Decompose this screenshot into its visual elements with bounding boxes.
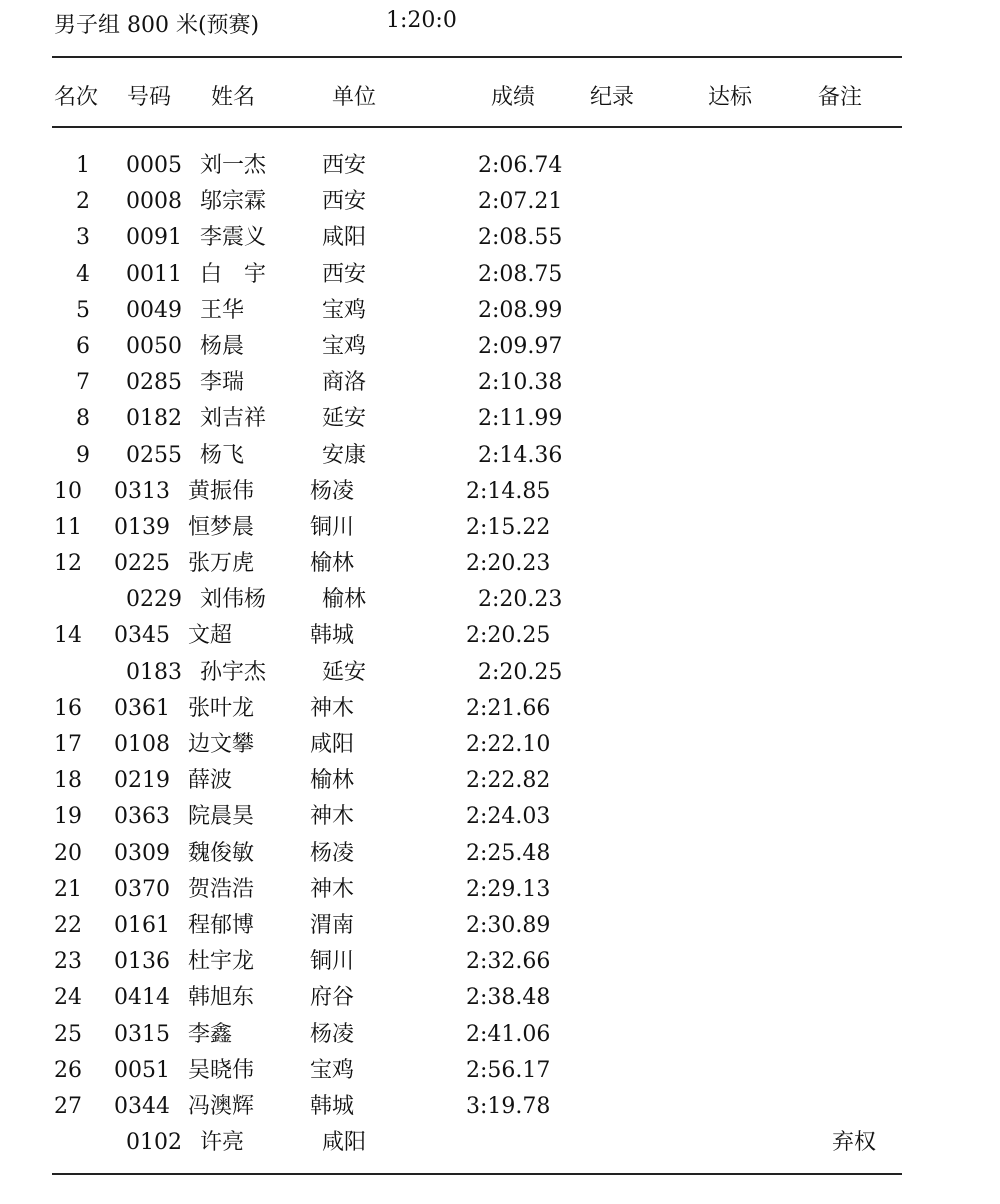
table-row (0, 257, 1000, 293)
result-cell: 2:14.36 (478, 442, 563, 468)
result-cell: 2:08.75 (478, 261, 563, 287)
rank-cell: 19 (54, 804, 82, 830)
rank-cell: 2 (76, 189, 90, 215)
unit-cell: 咸阳 (322, 225, 367, 251)
result-cell: 2:25.48 (466, 840, 551, 866)
table-row (0, 293, 1000, 329)
result-cell: 2:22.10 (466, 732, 551, 757)
name-cell: 刘一杰 (200, 153, 267, 178)
name-cell: 王华 (200, 297, 245, 323)
unit-cell: 延安 (322, 406, 367, 432)
table-row (0, 184, 1000, 220)
bib-cell: 0285 (126, 370, 182, 396)
bib-cell: 0361 (114, 695, 170, 721)
unit-cell: 安康 (322, 442, 367, 468)
bib-cell: 0102 (126, 1130, 182, 1156)
header-unit: 单位 (332, 85, 377, 110)
table-row (0, 474, 1000, 510)
rank-cell: 26 (54, 1057, 82, 1083)
result-cell: 2:07.21 (478, 189, 563, 215)
unit-cell: 神木 (310, 804, 355, 830)
name-cell: 李瑞 (200, 370, 245, 396)
result-cell: 2:08.55 (478, 225, 563, 251)
rank-cell: 11 (54, 514, 82, 540)
name-cell: 刘伟杨 (200, 587, 267, 613)
table-row (0, 401, 1000, 437)
table-row (0, 1089, 1000, 1125)
table-row (0, 799, 1000, 835)
name-cell: 孙宇杰 (200, 659, 267, 685)
result-cell: 2:22.82 (466, 768, 551, 794)
name-cell: 张万虎 (188, 551, 255, 577)
name-cell: 程郁博 (188, 912, 255, 938)
result-cell: 2:11.99 (478, 406, 563, 432)
bib-cell: 0108 (114, 732, 170, 757)
result-cell: 2:21.66 (466, 695, 551, 721)
results-table (0, 148, 1000, 1161)
rank-cell: 9 (76, 442, 90, 468)
rank-cell: 18 (54, 768, 82, 794)
bib-cell: 0051 (114, 1057, 170, 1083)
name-cell: 刘吉祥 (200, 406, 267, 432)
table-row (0, 908, 1000, 944)
table-row (0, 220, 1000, 256)
result-cell: 2:14.85 (466, 478, 551, 504)
bottom-rule (52, 1173, 902, 1175)
unit-cell: 西安 (322, 153, 367, 178)
bib-cell: 0363 (114, 804, 170, 830)
table-row (0, 691, 1000, 727)
table-row (0, 944, 1000, 980)
bib-cell: 0005 (126, 153, 182, 178)
unit-cell: 西安 (322, 189, 367, 215)
table-row (0, 727, 1000, 763)
rank-cell: 7 (76, 370, 90, 396)
table-row (0, 872, 1000, 908)
bib-cell: 0049 (126, 297, 182, 323)
result-cell: 2:29.13 (466, 876, 551, 902)
rank-cell: 1 (76, 153, 90, 178)
name-cell: 白 宇 (200, 261, 267, 287)
name-cell: 李震义 (200, 225, 267, 251)
result-cell: 2:24.03 (466, 804, 551, 830)
name-cell: 李鑫 (188, 1021, 233, 1047)
name-cell: 许亮 (200, 1130, 245, 1156)
unit-cell: 延安 (322, 659, 367, 685)
header-result: 成绩 (491, 85, 536, 110)
bib-cell: 0011 (126, 261, 182, 287)
unit-cell: 商洛 (322, 370, 367, 396)
name-cell: 黄振伟 (188, 478, 255, 504)
table-row (0, 763, 1000, 799)
bib-cell: 0161 (114, 912, 170, 938)
table-row (0, 618, 1000, 654)
rank-cell: 10 (54, 478, 82, 504)
unit-cell: 宝鸡 (322, 333, 367, 359)
name-cell: 魏俊敏 (188, 840, 255, 866)
bib-cell: 0345 (114, 623, 170, 649)
table-row (0, 1017, 1000, 1053)
top-rule (52, 56, 902, 58)
rank-cell: 24 (54, 985, 82, 1011)
result-cell: 2:30.89 (466, 912, 551, 938)
table-row (0, 836, 1000, 872)
rank-cell: 21 (54, 876, 82, 902)
table-row (0, 980, 1000, 1016)
table-row (0, 329, 1000, 365)
name-cell: 邬宗霖 (200, 189, 267, 215)
header-rank: 名次 (54, 85, 99, 110)
header-name: 姓名 (211, 85, 256, 110)
result-cell: 2:20.25 (466, 623, 551, 649)
name-cell: 张叶龙 (188, 695, 255, 721)
result-cell: 2:32.66 (466, 949, 551, 975)
unit-cell: 宝鸡 (310, 1057, 355, 1083)
result-cell: 2:56.17 (466, 1057, 551, 1083)
table-row (0, 1053, 1000, 1089)
unit-cell: 杨凌 (310, 840, 355, 866)
rank-cell: 27 (54, 1093, 82, 1119)
unit-cell: 渭南 (310, 912, 355, 938)
unit-cell: 府谷 (310, 985, 355, 1011)
bib-cell: 0255 (126, 442, 182, 468)
unit-cell: 榆林 (310, 768, 355, 794)
unit-cell: 杨凌 (310, 1021, 355, 1047)
bib-cell: 0344 (114, 1093, 170, 1119)
bib-cell: 0229 (126, 587, 182, 613)
bib-cell: 0315 (114, 1021, 170, 1047)
table-row (0, 546, 1000, 582)
rank-cell: 3 (76, 225, 90, 251)
rank-cell: 23 (54, 949, 82, 975)
rank-cell: 22 (54, 912, 82, 938)
unit-cell: 宝鸡 (322, 297, 367, 323)
bib-cell: 0309 (114, 840, 170, 866)
remark-cell: 弃权 (832, 1130, 877, 1156)
name-cell: 恒梦晨 (188, 514, 255, 540)
result-cell: 2:38.48 (466, 985, 551, 1011)
unit-cell: 神木 (310, 695, 355, 721)
table-row (0, 510, 1000, 546)
name-cell: 文超 (188, 623, 233, 649)
unit-cell: 西安 (322, 261, 367, 287)
result-cell: 2:20.23 (478, 587, 563, 613)
name-cell: 边文攀 (188, 732, 255, 757)
bib-cell: 0091 (126, 225, 182, 251)
unit-cell: 铜川 (310, 514, 355, 540)
result-cell: 2:41.06 (466, 1021, 551, 1047)
header-bib: 号码 (127, 85, 172, 110)
bib-cell: 0050 (126, 333, 182, 359)
event-title: 男子组 800 米(预赛) (54, 13, 260, 38)
header-remark: 备注 (818, 85, 863, 110)
table-row (0, 438, 1000, 474)
bib-cell: 0219 (114, 768, 170, 794)
rank-cell: 6 (76, 333, 90, 359)
result-cell: 2:15.22 (466, 514, 551, 540)
rank-cell: 16 (54, 695, 82, 721)
name-cell: 韩旭东 (188, 985, 255, 1011)
unit-cell: 韩城 (310, 623, 355, 649)
table-row (0, 582, 1000, 618)
bib-cell: 0313 (114, 478, 170, 504)
rank-cell: 5 (76, 297, 90, 323)
table-row (0, 1125, 1000, 1161)
rank-cell: 25 (54, 1021, 82, 1047)
name-cell: 杨晨 (200, 333, 245, 359)
name-cell: 吴晓伟 (188, 1057, 255, 1083)
name-cell: 贺浩浩 (188, 876, 255, 902)
header-rule (52, 126, 902, 128)
bib-cell: 0139 (114, 514, 170, 540)
unit-cell: 铜川 (310, 949, 355, 975)
result-cell: 2:08.99 (478, 297, 563, 323)
unit-cell: 韩城 (310, 1093, 355, 1119)
name-cell: 院晨昊 (188, 804, 255, 830)
rank-cell: 4 (76, 261, 90, 287)
table-row (0, 365, 1000, 401)
bib-cell: 0225 (114, 551, 170, 577)
bib-cell: 0008 (126, 189, 182, 215)
result-cell: 3:19.78 (466, 1093, 551, 1119)
name-cell: 薛波 (188, 768, 233, 794)
unit-cell: 榆林 (322, 587, 367, 613)
result-cell: 2:20.25 (478, 659, 563, 685)
event-time: 1:20:0 (386, 8, 457, 33)
unit-cell: 咸阳 (322, 1130, 367, 1156)
table-row (0, 148, 1000, 184)
bib-cell: 0370 (114, 876, 170, 902)
bib-cell: 0183 (126, 659, 182, 685)
name-cell: 杜宇龙 (188, 949, 255, 975)
unit-cell: 神木 (310, 876, 355, 902)
rank-cell: 8 (76, 406, 90, 432)
result-cell: 2:20.23 (466, 551, 551, 577)
rank-cell: 20 (54, 840, 82, 866)
unit-cell: 杨凌 (310, 478, 355, 504)
rank-cell: 17 (54, 732, 82, 757)
bib-cell: 0414 (114, 985, 170, 1011)
rank-cell: 14 (54, 623, 82, 649)
header-record: 纪录 (590, 85, 635, 110)
bib-cell: 0182 (126, 406, 182, 432)
result-cell: 2:09.97 (478, 333, 563, 359)
unit-cell: 榆林 (310, 551, 355, 577)
result-cell: 2:10.38 (478, 370, 563, 396)
unit-cell: 咸阳 (310, 732, 355, 757)
table-row (0, 655, 1000, 691)
result-cell: 2:06.74 (478, 153, 563, 178)
name-cell: 杨飞 (200, 442, 245, 468)
name-cell: 冯澳辉 (188, 1093, 255, 1119)
header-standard: 达标 (708, 85, 753, 110)
bib-cell: 0136 (114, 949, 170, 975)
rank-cell: 12 (54, 551, 82, 577)
